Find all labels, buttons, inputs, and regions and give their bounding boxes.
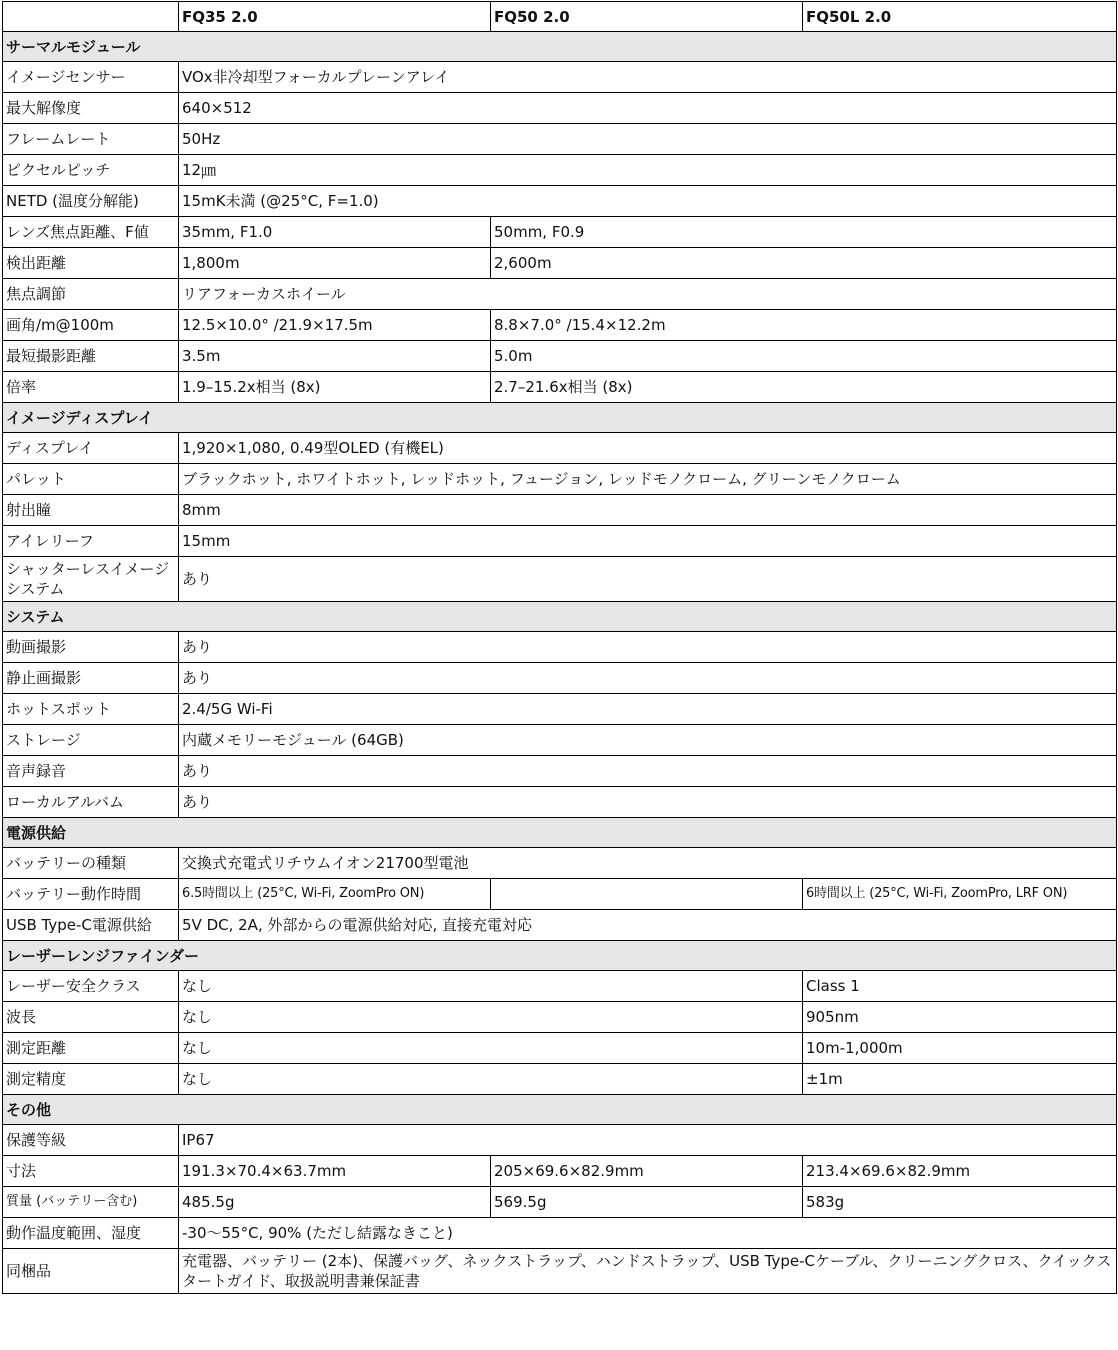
row-value-fq35: 1,800m — [179, 248, 491, 279]
row-label: シャッターレスイメージシステム — [3, 557, 179, 602]
row-label: 最短撮影距離 — [3, 341, 179, 372]
row-label: 寸法 — [3, 1156, 179, 1187]
row-label: レーザー安全クラス — [3, 971, 179, 1002]
section-power: 電源供給 — [3, 818, 1117, 848]
header-fq50l: FQ50L 2.0 — [803, 2, 1117, 32]
table-row — [3, 1064, 1117, 1095]
table-row — [3, 186, 1117, 217]
table-row — [3, 725, 1117, 756]
row-value: IP67 — [179, 1125, 1117, 1156]
row-label: 測定距離 — [3, 1033, 179, 1064]
row-value: 5V DC, 2A, 外部からの電源供給対応, 直接充電対応 — [179, 910, 1117, 941]
row-value: あり — [179, 557, 1117, 602]
row-label: USB Type-C電源供給 — [3, 910, 179, 941]
row-value: 8mm — [179, 495, 1117, 526]
row-value-fq50: 8.8×7.0° /15.4×12.2m — [491, 310, 1117, 341]
row-label: イメージセンサー — [3, 62, 179, 93]
row-label: アイレリーフ — [3, 526, 179, 557]
row-label: ローカルアルバム — [3, 787, 179, 818]
table-row — [3, 526, 1117, 557]
table-row — [3, 663, 1117, 694]
table-row — [3, 1156, 1117, 1187]
table-row — [3, 1218, 1117, 1249]
section-row — [3, 32, 1117, 62]
row-label: 射出瞳 — [3, 495, 179, 526]
header-fq50: FQ50 2.0 — [491, 2, 803, 32]
row-label: バッテリー動作時間 — [3, 879, 179, 910]
row-value: 内蔵メモリーモジュール (64GB) — [179, 725, 1117, 756]
row-value: あり — [179, 663, 1117, 694]
header-empty-cell — [3, 2, 179, 32]
row-value: あり — [179, 632, 1117, 663]
section-thermal: サーマルモジュール — [3, 32, 1117, 62]
row-label: 動画撮影 — [3, 632, 179, 663]
row-label: バッテリーの種類 — [3, 848, 179, 879]
row-label: 焦点調節 — [3, 279, 179, 310]
section-other: その他 — [3, 1095, 1117, 1125]
table-row — [3, 279, 1117, 310]
row-value-fq50l: 10m-1,000m — [803, 1033, 1117, 1064]
spec-table — [2, 1, 1117, 1294]
row-value: なし — [179, 1002, 803, 1033]
header-fq35: FQ35 2.0 — [179, 2, 491, 32]
section-row — [3, 602, 1117, 632]
row-label: 同梱品 — [3, 1249, 179, 1294]
table-row — [3, 433, 1117, 464]
table-row — [3, 632, 1117, 663]
table-row — [3, 217, 1117, 248]
row-value-fq50: 2.7–21.6x相当 (8x) — [491, 372, 1117, 403]
row-value-fq50l: Class 1 — [803, 971, 1117, 1002]
section-row — [3, 941, 1117, 971]
row-label: 動作温度範囲、湿度 — [3, 1218, 179, 1249]
row-value-fq50l: 583g — [803, 1187, 1117, 1218]
section-laser: レーザーレンジファインダー — [3, 941, 1117, 971]
row-label: 音声録音 — [3, 756, 179, 787]
row-value: ブラックホット, ホワイトホット, レッドホット, フュージョン, レッドモノクローム, グリーンモノクローム — [179, 464, 1117, 495]
row-value-fq50: 205×69.6×82.9mm — [491, 1156, 803, 1187]
row-value: VOx非冷却型フォーカルプレーンアレイ — [179, 62, 1117, 93]
row-value: 50Hz — [179, 124, 1117, 155]
table-row — [3, 1249, 1117, 1294]
table-row — [3, 1187, 1117, 1218]
section-display: イメージディスプレイ — [3, 403, 1117, 433]
row-label: 質量 (バッテリー含む) — [3, 1187, 179, 1218]
row-value: 640×512 — [179, 93, 1117, 124]
row-value: 2.4/5G Wi-Fi — [179, 694, 1117, 725]
row-label: ストレージ — [3, 725, 179, 756]
table-row — [3, 341, 1117, 372]
row-label: 画角/m@100m — [3, 310, 179, 341]
row-label: 静止画撮影 — [3, 663, 179, 694]
row-label: フレームレート — [3, 124, 179, 155]
table-row — [3, 155, 1117, 186]
row-value: -30〜55°C, 90% (ただし結露なきこと) — [179, 1218, 1117, 1249]
row-value-fq35: 1.9–15.2x相当 (8x) — [179, 372, 491, 403]
table-row — [3, 879, 1117, 910]
row-label: NETD (温度分解能) — [3, 186, 179, 217]
row-label: レンズ焦点距離、F値 — [3, 217, 179, 248]
row-value: 12㎛ — [179, 155, 1117, 186]
table-row — [3, 1002, 1117, 1033]
row-value: 15mm — [179, 526, 1117, 557]
table-row — [3, 971, 1117, 1002]
table-row — [3, 248, 1117, 279]
row-value-fq50l: 6時間以上 (25°C, Wi-Fi, ZoomPro, LRF ON) — [803, 879, 1117, 910]
row-label: 最大解像度 — [3, 93, 179, 124]
row-value: 充電器、バッテリー (2本)、保護バッグ、ネックストラップ、ハンドストラップ、USB Type-Cケーブル、クリーニングクロス、クイックスタートガイド、取扱説明書兼保証書 — [179, 1249, 1117, 1294]
row-value-fq35: 3.5m — [179, 341, 491, 372]
table-row — [3, 787, 1117, 818]
row-label: ディスプレイ — [3, 433, 179, 464]
row-label: 波長 — [3, 1002, 179, 1033]
row-label: ピクセルピッチ — [3, 155, 179, 186]
row-value: なし — [179, 1033, 803, 1064]
section-row — [3, 1095, 1117, 1125]
row-value: 交換式充電式リチウムイオン21700型電池 — [179, 848, 1117, 879]
row-value-fq35: 6.5時間以上 (25°C, Wi-Fi, ZoomPro ON) — [179, 879, 491, 910]
row-value-fq50l: 213.4×69.6×82.9mm — [803, 1156, 1117, 1187]
table-row — [3, 848, 1117, 879]
row-value: リアフォーカスホイール — [179, 279, 1117, 310]
row-value: 15mK未満 (@25°C, F=1.0) — [179, 186, 1117, 217]
row-value: 1,920×1,080, 0.49型OLED (有機EL) — [179, 433, 1117, 464]
row-value: あり — [179, 787, 1117, 818]
header-row — [3, 2, 1117, 32]
row-value: なし — [179, 971, 803, 1002]
table-row — [3, 910, 1117, 941]
row-value-fq35: 35mm, F1.0 — [179, 217, 491, 248]
table-row — [3, 557, 1117, 602]
table-row — [3, 124, 1117, 155]
table-row — [3, 93, 1117, 124]
table-row — [3, 1125, 1117, 1156]
table-row — [3, 310, 1117, 341]
row-value-fq35: 191.3×70.4×63.7mm — [179, 1156, 491, 1187]
table-row — [3, 756, 1117, 787]
row-label: 検出距離 — [3, 248, 179, 279]
row-value-fq50l: 905nm — [803, 1002, 1117, 1033]
row-value-fq35: 12.5×10.0° /21.9×17.5m — [179, 310, 491, 341]
row-value-fq35: 485.5g — [179, 1187, 491, 1218]
table-row — [3, 372, 1117, 403]
row-value-fq50: 50mm, F0.9 — [491, 217, 1117, 248]
row-label: 保護等級 — [3, 1125, 179, 1156]
row-value: なし — [179, 1064, 803, 1095]
row-value-fq50l: ±1m — [803, 1064, 1117, 1095]
table-row — [3, 62, 1117, 93]
row-value: あり — [179, 756, 1117, 787]
row-label: 測定精度 — [3, 1064, 179, 1095]
table-row — [3, 464, 1117, 495]
row-value-fq50: 569.5g — [491, 1187, 803, 1218]
row-value-fq50: 5.0m — [491, 341, 1117, 372]
section-row — [3, 403, 1117, 433]
row-label: パレット — [3, 464, 179, 495]
row-label: ホットスポット — [3, 694, 179, 725]
table-row — [3, 1033, 1117, 1064]
section-row — [3, 818, 1117, 848]
table-row — [3, 495, 1117, 526]
row-label: 倍率 — [3, 372, 179, 403]
table-row — [3, 694, 1117, 725]
row-value-fq50 — [491, 879, 803, 910]
section-system: システム — [3, 602, 1117, 632]
row-value-fq50: 2,600m — [491, 248, 1117, 279]
